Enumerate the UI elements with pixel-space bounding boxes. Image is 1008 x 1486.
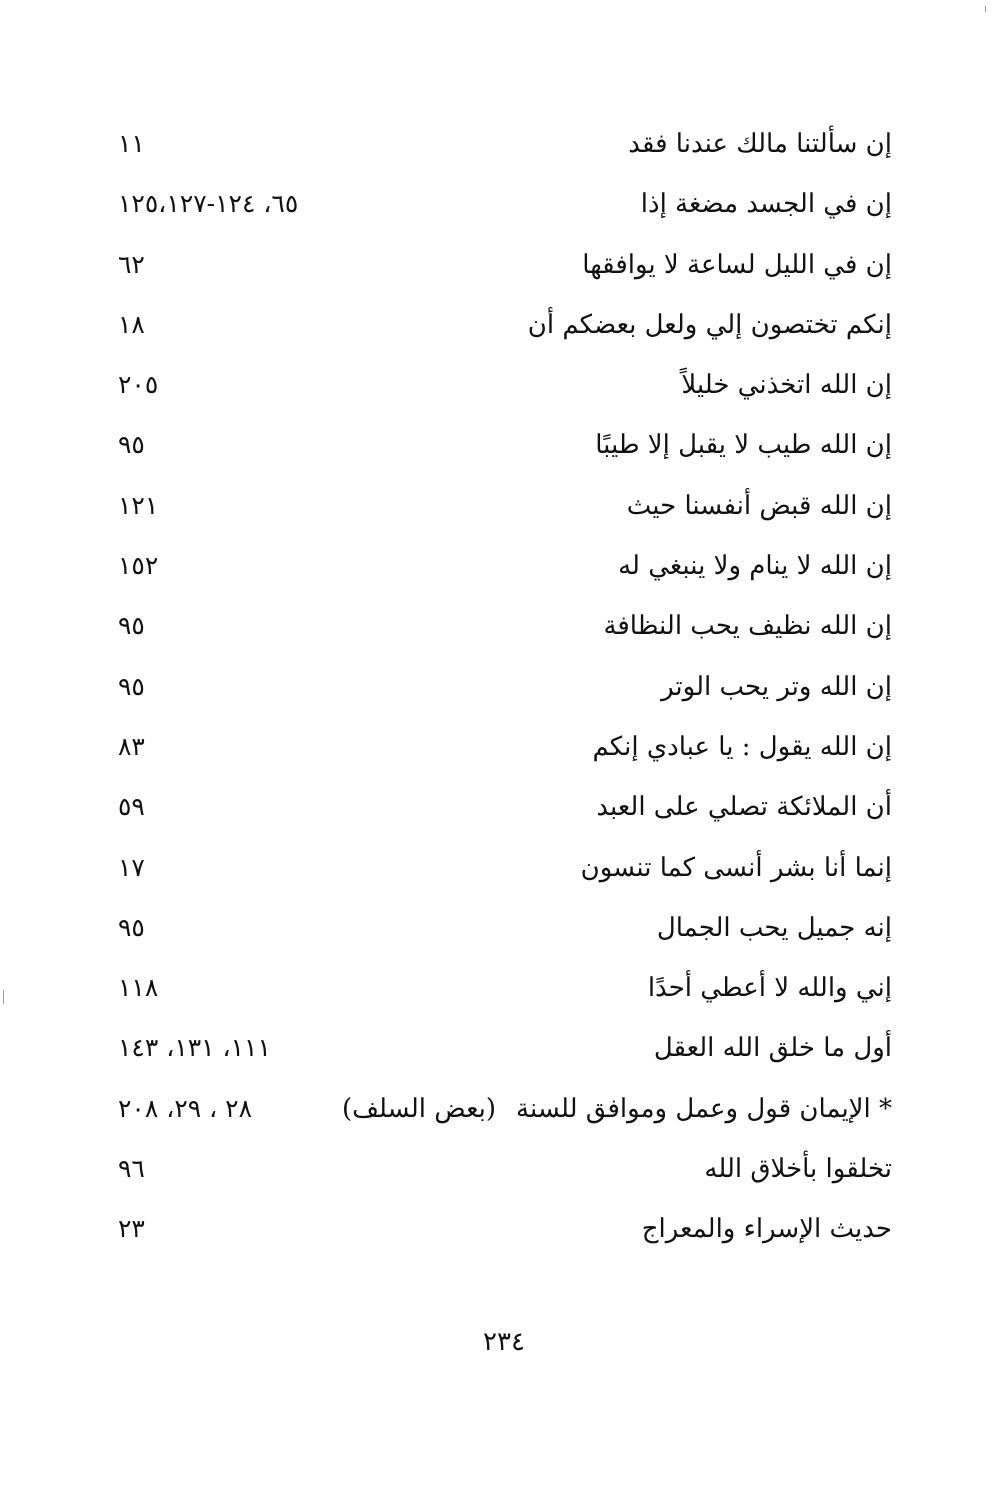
entry-page-refs: ١٥٢ — [118, 551, 159, 581]
index-entry — [118, 781, 892, 841]
entry-text: إنما أنا بشر أنسى كما تنسون — [580, 852, 892, 883]
entry-page-refs: ٨٣ — [118, 731, 145, 761]
entry-page-refs: ٢٠٥ — [118, 370, 159, 400]
index-entry — [118, 962, 892, 1022]
entry-page-refs: ٩٥ — [118, 671, 145, 701]
entry-text-with-note — [342, 1089, 892, 1129]
entry-page-refs: ١١١، ١٣١، ١٤٣ — [118, 1033, 271, 1063]
entry-page-refs: ٩٦ — [118, 1154, 145, 1184]
index-entry — [118, 902, 892, 962]
index-entry — [118, 540, 892, 600]
entry-text: * الإيمان قول وعمل وموافق للسنة — [516, 1093, 892, 1124]
entry-text: إن في الجسد مضغة إذا — [640, 189, 892, 220]
entry-page-refs: ٩٥ — [118, 912, 145, 942]
index-entry — [118, 118, 892, 178]
entry-page-refs: ٩٥ — [118, 611, 145, 641]
index-entry — [118, 1203, 892, 1263]
entry-page-refs: ٩٥ — [118, 430, 145, 460]
entry-text: إن الله وتر يحب الوتر — [661, 671, 892, 702]
index-entry — [118, 178, 892, 238]
entry-text: أول ما خلق الله العقل — [653, 1033, 892, 1064]
entry-page-refs: ١٨ — [118, 309, 145, 339]
index-entry — [118, 239, 892, 299]
entry-text: أن الملائكة تصلي على العبد — [596, 792, 892, 823]
index-entry — [118, 419, 892, 479]
index-entry — [118, 359, 892, 419]
scan-edge-mark — [3, 990, 4, 1004]
entry-text: إن سألتنا مالك عندنا فقد — [628, 129, 892, 159]
hadith-index-list — [118, 118, 892, 1264]
entry-page-refs: ٢٣ — [118, 1214, 145, 1244]
index-entry — [118, 661, 892, 721]
index-entry — [118, 600, 892, 660]
page-number: ٢٣٤ — [483, 1327, 525, 1357]
entry-text: حديث الإسراء والمعراج — [641, 1214, 892, 1245]
index-entry — [118, 1083, 892, 1143]
entry-page-refs: ٢٨ ، ٢٩، ٢٠٨ — [118, 1093, 252, 1123]
entry-text: إن الله نظيف يحب النظافة — [603, 611, 892, 642]
entry-text: إن الله قبض أنفسنا حيث — [626, 490, 892, 521]
index-entry — [118, 842, 892, 902]
entry-text: تخلقوا بأخلاق الله — [704, 1154, 892, 1185]
entry-page-refs: ١١٨ — [118, 973, 159, 1003]
entry-page-refs: ٦٥، ١٢٤-١٢٥،١٢٧ — [118, 189, 299, 219]
entry-text: إنه جميل يحب الجمال — [656, 912, 892, 943]
entry-text: إن الله لا ينام ولا ينبغي له — [618, 551, 892, 582]
entry-page-refs: ١٧ — [118, 852, 145, 882]
entry-page-refs: ١١ — [118, 129, 145, 158]
index-entry — [118, 480, 892, 540]
entry-source-note: (بعض السلف) — [341, 1093, 497, 1124]
entry-text: إن الله اتخذني خليلاً — [681, 370, 892, 401]
index-entry — [118, 299, 892, 359]
entry-text: إن في الليل لساعة لا يوافقها — [582, 249, 892, 280]
entry-text: إن الله طيب لا يقبل إلا طيبًا — [595, 430, 892, 461]
index-entry — [118, 721, 892, 781]
entry-text: إنكم تختصون إلي ولعل بعضكم أن — [527, 309, 892, 340]
index-entry — [118, 1143, 892, 1203]
entry-text: إني والله لا أعطي أحدًا — [647, 973, 892, 1004]
entry-page-refs: ١٢١ — [118, 490, 159, 520]
entry-page-refs: ٥٩ — [118, 792, 145, 822]
index-entry — [118, 1022, 892, 1082]
entry-text: إن الله يقول : يا عبادي إنكم — [592, 731, 892, 762]
scan-edge-mark — [985, 6, 986, 12]
entry-page-refs: ٦٢ — [118, 249, 145, 279]
